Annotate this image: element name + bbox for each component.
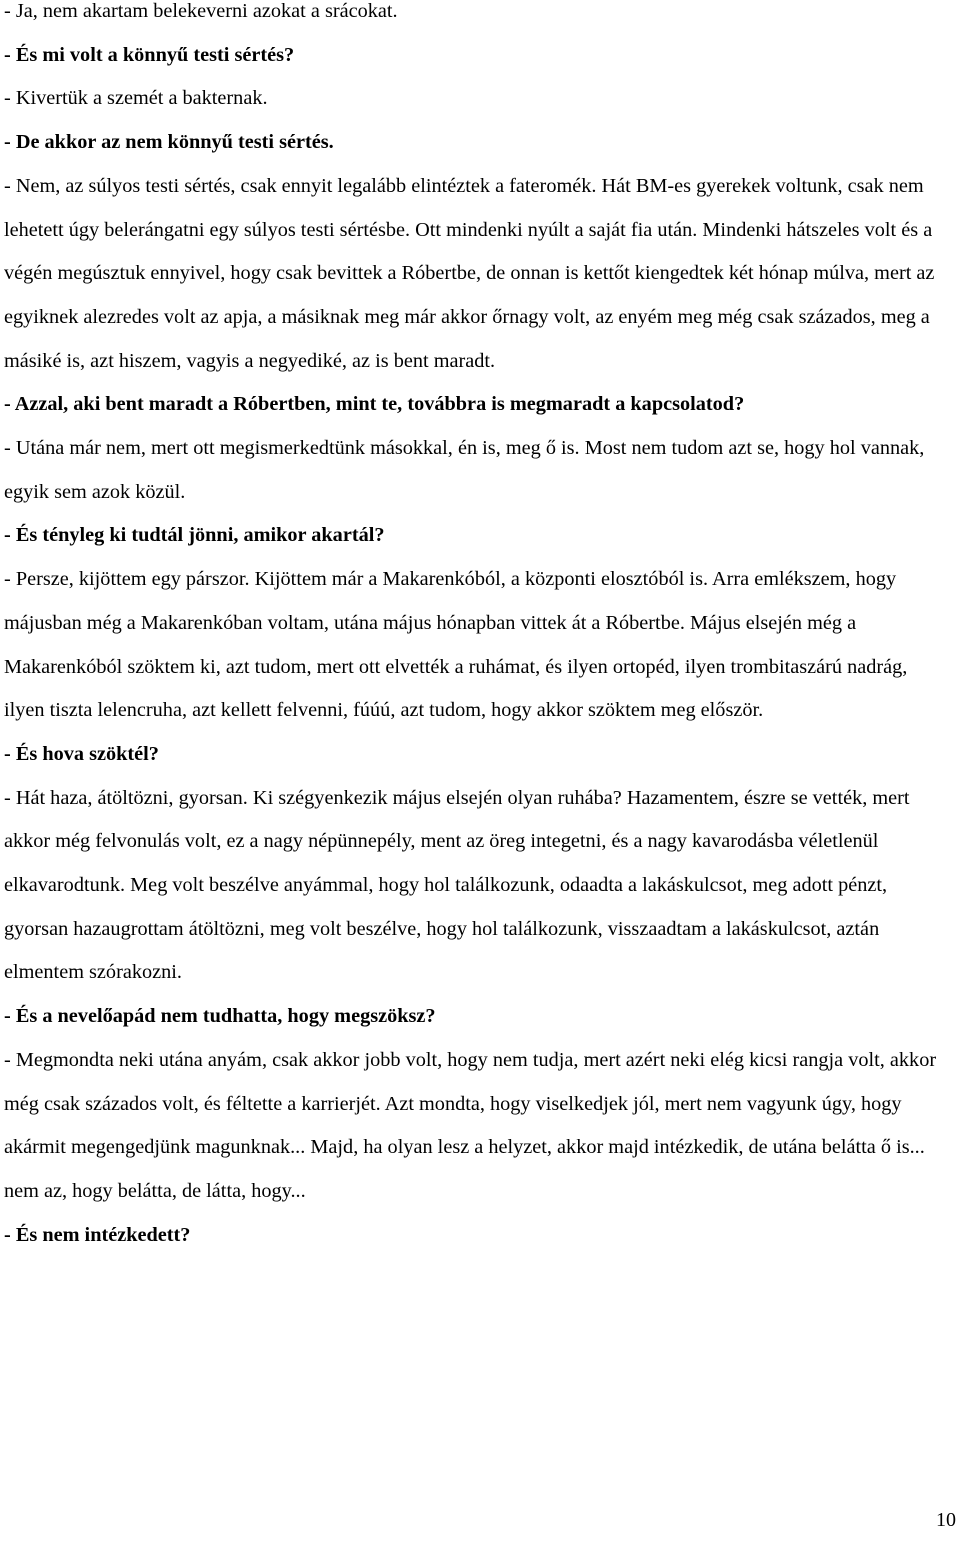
interview-transcript <box>4 0 949 1257</box>
paragraph-8: - És tényleg ki tudtál jönni, amikor akartál? <box>4 524 385 547</box>
paragraph-13: - Megmondta neki utána anyám, csak akkor jobb volt, hogy nem tudja, mert azért neki elég kicsi rangja volt, akkor még csak százados volt, és féltette a karrierjét. Azt mondta, hogy viselkedjek jól, mert nem vagyunk úgy, hogy akármit megengedjünk magunknak... Majd, ha olyan lesz a helyzet, akkor majd intézkedik, de utána belátta ő is... nem az, hogy belátta, de látta, hogy... <box>4 1048 937 1202</box>
paragraph-9: - Persze, kijöttem egy párszor. Kijöttem már a Makarenkóból, a központi elosztóból is. Arra emlékszem, hogy májusban még a Makarenkóban voltam, utána május hónapban vittek át a Róbertbe. Május elsején még a Makarenkóból szöktem ki, azt tudom, mert ott elvették a ruhámat, és ilyen ortopéd, ilyen trombitaszárú nadrág, ilyen tiszta lelencruha, azt kellett felvenni, fúúú, azt tudom, hogy akkor szöktem meg először. <box>4 568 908 722</box>
paragraph-7: - Utána már nem, mert ott megismerkedtünk másokkal, én is, meg ő is. Most nem tudom azt se, hogy hol vannak, egyik sem azok közül. <box>4 437 925 503</box>
paragraph-1: - Ja, nem akartam belekeverni azokat a srácokat. <box>4 0 398 22</box>
paragraph-6: - Azzal, aki bent maradt a Róbertben, mint te, továbbra is megmaradt a kapcsolatod? <box>4 393 745 416</box>
paragraph-10: - És hova szöktél? <box>4 742 159 765</box>
paragraph-5: - Nem, az súlyos testi sértés, csak ennyit legalább elintéztek a fateromék. Hát BM-es gyerekek voltunk, csak nem lehetett úgy belerángatni egy súlyos testi sértésbe. Ott mindenki nyúlt a saját fia után. Mindenki hátszeles volt és a végén megúsztuk ennyivel, hogy csak bevittek a Róbertbe, de onnan is kettőt kiengedtek két hónap múlva, mert az egyiknek alezredes volt az apja, a másiknak meg már akkor őrnagy volt, az enyém meg még csak százados, meg a másiké is, azt hiszem, vagyis a negyediké, az is bent maradt. <box>4 174 935 372</box>
paragraph-14: - És nem intézkedett? <box>4 1223 191 1246</box>
paragraph-11: - Hát haza, átöltözni, gyorsan. Ki szégyenkezik május elsején olyan ruhába? Hazamentem, észre se vették, mert akkor még felvonulás volt, ez a nagy népünnepély, ment az öreg integetni, és a nagy kavarodásba véletlenül elkavarodtunk. Meg volt beszélve anyámmal, hogy hol találkozunk, odaadta a lakáskulcsot, meg adott pénzt, gyorsan hazaugrottam átöltözni, meg volt beszélve, hogy hol találkozunk, visszaadtam a lakáskulcsot, aztán elmentem szórakozni. <box>4 786 910 984</box>
paragraph-3: - Kivertük a szemét a bakternak. <box>4 87 268 110</box>
paragraph-12: - És a nevelőapád nem tudhatta, hogy megszöksz? <box>4 1005 436 1028</box>
paragraph-2: - És mi volt a könnyű testi sértés? <box>4 43 295 66</box>
paragraph-4: - De akkor az nem könnyű testi sértés. <box>4 131 334 154</box>
page-number: 10 <box>936 1509 956 1531</box>
